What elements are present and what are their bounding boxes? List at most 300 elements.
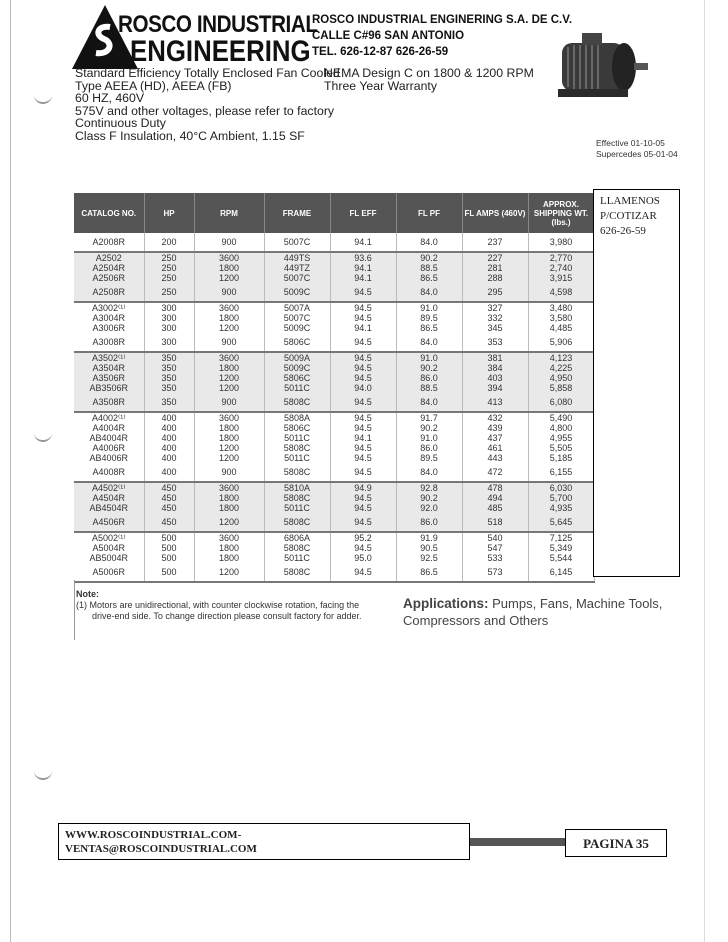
page-number: PAGINA 35 bbox=[565, 829, 667, 857]
table-cell: 400 bbox=[144, 463, 194, 482]
table-cell: 1800 bbox=[194, 423, 264, 433]
company-address: CALLE C#96 SAN ANTONIO bbox=[312, 30, 465, 42]
table-row bbox=[74, 493, 594, 503]
table-cell: 5808C bbox=[264, 493, 330, 503]
table-cell: A3504R bbox=[74, 363, 144, 373]
table-cell: 281 bbox=[462, 263, 528, 273]
table-cell: 1200 bbox=[194, 383, 264, 393]
table-cell: A3004R bbox=[74, 313, 144, 323]
table-cell: 500 bbox=[144, 543, 194, 553]
table-cell: 5007C bbox=[264, 273, 330, 283]
company-name: ROSCO INDUSTRIAL ENGINERING S.A. DE C.V. bbox=[312, 14, 573, 26]
table-header-row bbox=[74, 193, 594, 233]
table-cell: 5,349 bbox=[528, 543, 594, 553]
table-cell: 91.0 bbox=[396, 433, 462, 443]
table-cell: A2506R bbox=[74, 273, 144, 283]
table-cell: 1800 bbox=[194, 553, 264, 563]
table-row bbox=[74, 323, 594, 333]
table-cell: 90.2 bbox=[396, 423, 462, 433]
table-cell: A4006R bbox=[74, 443, 144, 453]
table-cell: 5011C bbox=[264, 503, 330, 513]
table-cell: 500 bbox=[144, 532, 194, 543]
table-cell: 94.1 bbox=[330, 273, 396, 283]
table-row bbox=[74, 313, 594, 323]
table-cell: 327 bbox=[462, 302, 528, 313]
table-cell: 5007C bbox=[264, 313, 330, 323]
table-cell: 5806C bbox=[264, 333, 330, 352]
table-cell: AB4504R bbox=[74, 503, 144, 513]
table-cell: 900 bbox=[194, 283, 264, 302]
table-cell: 5007C bbox=[264, 233, 330, 252]
table-cell: AB4004R bbox=[74, 433, 144, 443]
company-header bbox=[312, 12, 572, 60]
table-cell: 5011C bbox=[264, 453, 330, 463]
table-row bbox=[74, 352, 594, 363]
divider bbox=[74, 580, 75, 640]
table-cell: A2502 bbox=[74, 252, 144, 263]
table-cell: 300 bbox=[144, 302, 194, 313]
table-cell: 450 bbox=[144, 503, 194, 513]
table-cell: 94.5 bbox=[330, 373, 396, 383]
table-cell: 2,770 bbox=[528, 252, 594, 263]
table-cell: 6806A bbox=[264, 532, 330, 543]
table-cell: 3600 bbox=[194, 252, 264, 263]
table-cell: 1200 bbox=[194, 323, 264, 333]
table-cell: 1800 bbox=[194, 313, 264, 323]
table-cell: 94.5 bbox=[330, 352, 396, 363]
table-cell: 1800 bbox=[194, 503, 264, 513]
table-row bbox=[74, 453, 594, 463]
table-cell: 5808C bbox=[264, 443, 330, 453]
table-row bbox=[74, 503, 594, 513]
table-cell: 89.5 bbox=[396, 453, 462, 463]
table-cell: 92.8 bbox=[396, 482, 462, 493]
table-cell: 3600 bbox=[194, 352, 264, 363]
table-row bbox=[74, 433, 594, 443]
table-cell: 86.5 bbox=[396, 323, 462, 333]
table-cell: 345 bbox=[462, 323, 528, 333]
table-cell: 4,935 bbox=[528, 503, 594, 513]
table-cell: 350 bbox=[144, 373, 194, 383]
table-cell: 5,544 bbox=[528, 553, 594, 563]
table-cell: 5808C bbox=[264, 563, 330, 582]
table-cell: 1800 bbox=[194, 263, 264, 273]
table-row bbox=[74, 532, 594, 543]
table-cell: 4,955 bbox=[528, 433, 594, 443]
table-row bbox=[74, 233, 594, 252]
table-cell: 94.5 bbox=[330, 412, 396, 423]
table-cell: 300 bbox=[144, 313, 194, 323]
applications-label: Applications: bbox=[403, 596, 489, 611]
table-cell: 250 bbox=[144, 263, 194, 273]
table-cell: 4,225 bbox=[528, 363, 594, 373]
table-cell: AB3506R bbox=[74, 383, 144, 393]
table-cell: 5009C bbox=[264, 323, 330, 333]
table-row bbox=[74, 553, 594, 563]
table-cell: 3,580 bbox=[528, 313, 594, 323]
table-cell: 449TZ bbox=[264, 263, 330, 273]
table-cell: 94.1 bbox=[330, 323, 396, 333]
table-cell: 1800 bbox=[194, 543, 264, 553]
table-cell: 300 bbox=[144, 323, 194, 333]
table-cell: A5004R bbox=[74, 543, 144, 553]
table-cell: 94.5 bbox=[330, 363, 396, 373]
column-header: FL EFF bbox=[330, 193, 396, 233]
table-cell: 94.1 bbox=[330, 433, 396, 443]
table-row bbox=[74, 393, 594, 412]
table-cell: 500 bbox=[144, 563, 194, 582]
table-cell: 485 bbox=[462, 503, 528, 513]
table-cell: 88.5 bbox=[396, 263, 462, 273]
table-cell: 91.9 bbox=[396, 532, 462, 543]
table-cell: 2,740 bbox=[528, 263, 594, 273]
applications-text: Pumps, Fans, Machine Tools, Compressors and Others bbox=[403, 596, 663, 628]
table-cell: 89.5 bbox=[396, 313, 462, 323]
table-cell: 94.5 bbox=[330, 302, 396, 313]
spec-line: Three Year Warranty bbox=[324, 78, 438, 93]
page-edge-left bbox=[10, 0, 11, 942]
table-cell: 449TS bbox=[264, 252, 330, 263]
table-cell: 4,485 bbox=[528, 323, 594, 333]
table-cell: 5806C bbox=[264, 373, 330, 383]
table-cell: 3,915 bbox=[528, 273, 594, 283]
binder-hole-mark bbox=[34, 430, 52, 442]
table-cell: 90.2 bbox=[396, 493, 462, 503]
table-cell: 5810A bbox=[264, 482, 330, 493]
table-cell: 94.5 bbox=[330, 453, 396, 463]
table-cell: A5002⁽¹⁾ bbox=[74, 532, 144, 543]
note-line: (1) Motors are unidirectional, with counter clockwise rotation, facing the bbox=[76, 600, 360, 610]
table-cell: A3006R bbox=[74, 323, 144, 333]
table-cell: 94.5 bbox=[330, 543, 396, 553]
table-cell: 94.1 bbox=[330, 263, 396, 273]
call-line: LLAMENOS bbox=[600, 195, 660, 207]
table-row bbox=[74, 252, 594, 263]
table-cell: 5,490 bbox=[528, 412, 594, 423]
table-cell: 332 bbox=[462, 313, 528, 323]
table-row bbox=[74, 273, 594, 283]
column-header: APPROX. SHIPPING WT. (lbs.) bbox=[528, 193, 594, 233]
table-cell: 394 bbox=[462, 383, 528, 393]
table-cell: 461 bbox=[462, 443, 528, 453]
table-cell: 84.0 bbox=[396, 233, 462, 252]
table-cell: 250 bbox=[144, 273, 194, 283]
table-cell: 94.0 bbox=[330, 383, 396, 393]
table-row bbox=[74, 423, 594, 433]
table-cell: 288 bbox=[462, 273, 528, 283]
table-cell: A3002⁽¹⁾ bbox=[74, 302, 144, 313]
column-header: RPM bbox=[194, 193, 264, 233]
spec-line: Continuous Duty bbox=[75, 116, 166, 131]
table-row bbox=[74, 383, 594, 393]
table-cell: 381 bbox=[462, 352, 528, 363]
table-row bbox=[74, 443, 594, 453]
table-cell: 91.7 bbox=[396, 412, 462, 423]
table-cell: 94.5 bbox=[330, 563, 396, 582]
table-cell: 472 bbox=[462, 463, 528, 482]
table-cell: 90.2 bbox=[396, 363, 462, 373]
table-cell: 1200 bbox=[194, 373, 264, 383]
table-cell: 95.0 bbox=[330, 553, 396, 563]
table-cell: 5,906 bbox=[528, 333, 594, 352]
table-cell: 94.9 bbox=[330, 482, 396, 493]
binder-hole-mark bbox=[34, 92, 52, 104]
column-header: HP bbox=[144, 193, 194, 233]
table-cell: 90.2 bbox=[396, 252, 462, 263]
column-header: CATALOG NO. bbox=[74, 193, 144, 233]
table-cell: 6,155 bbox=[528, 463, 594, 482]
table-row bbox=[74, 482, 594, 493]
table-row bbox=[74, 513, 594, 532]
table-cell: 540 bbox=[462, 532, 528, 543]
website-link[interactable]: WWW.ROSCOINDUSTRIAL.COM- bbox=[65, 829, 242, 841]
logo-title-line1: ROSCO INDUSTRIAL bbox=[118, 11, 318, 38]
table-cell: 1200 bbox=[194, 273, 264, 283]
table-cell: 5808C bbox=[264, 463, 330, 482]
table-cell: A4502⁽¹⁾ bbox=[74, 482, 144, 493]
table-cell: 3,980 bbox=[528, 233, 594, 252]
table-cell: 6,080 bbox=[528, 393, 594, 412]
table-cell: 437 bbox=[462, 433, 528, 443]
table-cell: 3600 bbox=[194, 412, 264, 423]
email-link[interactable]: VENTAS@ROSCOINDUSTRIAL.COM bbox=[65, 843, 257, 855]
spec-line: NEMA Design C on 1800 & 1200 RPM bbox=[324, 66, 534, 80]
table-row bbox=[74, 363, 594, 373]
table-row bbox=[74, 263, 594, 273]
spec-line: Class F Insulation, 40°C Ambient, 1.15 SF bbox=[75, 128, 305, 143]
table-cell: 5011C bbox=[264, 433, 330, 443]
table-cell: 84.0 bbox=[396, 463, 462, 482]
table-cell: 494 bbox=[462, 493, 528, 503]
table-cell: 86.0 bbox=[396, 443, 462, 453]
table-row bbox=[74, 412, 594, 423]
table-cell: 5011C bbox=[264, 553, 330, 563]
table-cell: A5006R bbox=[74, 563, 144, 582]
table-cell: 900 bbox=[194, 463, 264, 482]
table-cell: 5,645 bbox=[528, 513, 594, 532]
table-cell: 1200 bbox=[194, 443, 264, 453]
table-cell: 439 bbox=[462, 423, 528, 433]
company-logo bbox=[70, 3, 318, 71]
table-cell: 1200 bbox=[194, 453, 264, 463]
table-cell: 4,800 bbox=[528, 423, 594, 433]
table-cell: A3508R bbox=[74, 393, 144, 412]
table-cell: 3,480 bbox=[528, 302, 594, 313]
table-cell: 94.5 bbox=[330, 333, 396, 352]
table-cell: 94.5 bbox=[330, 463, 396, 482]
table-cell: 403 bbox=[462, 373, 528, 383]
table-cell: 400 bbox=[144, 423, 194, 433]
table-cell: 900 bbox=[194, 333, 264, 352]
table-cell: A2008R bbox=[74, 233, 144, 252]
column-header: FRAME bbox=[264, 193, 330, 233]
table-cell: 91.0 bbox=[396, 352, 462, 363]
table-cell: 86.0 bbox=[396, 513, 462, 532]
effective-date bbox=[596, 138, 678, 160]
table-cell: A4002⁽¹⁾ bbox=[74, 412, 144, 423]
table-cell: 84.0 bbox=[396, 333, 462, 352]
table-cell: 3600 bbox=[194, 532, 264, 543]
table-cell: 5808C bbox=[264, 513, 330, 532]
table-cell: 300 bbox=[144, 333, 194, 352]
table-cell: A4506R bbox=[74, 513, 144, 532]
table-cell: A3506R bbox=[74, 373, 144, 383]
spec-line: 60 HZ, 460V bbox=[75, 91, 145, 106]
page-edge-right bbox=[704, 0, 705, 942]
call-line: P/COTIZAR bbox=[600, 210, 657, 222]
table-cell: 400 bbox=[144, 412, 194, 423]
table-cell: 5009A bbox=[264, 352, 330, 363]
table-cell: 250 bbox=[144, 283, 194, 302]
table-cell: 91.0 bbox=[396, 302, 462, 313]
table-cell: 94.5 bbox=[330, 283, 396, 302]
table-cell: 94.1 bbox=[330, 233, 396, 252]
table-row bbox=[74, 302, 594, 313]
table-cell: 1800 bbox=[194, 493, 264, 503]
binder-hole-mark bbox=[34, 768, 52, 780]
applications bbox=[403, 595, 663, 629]
table-cell: 93.6 bbox=[330, 252, 396, 263]
table-cell: 5806C bbox=[264, 423, 330, 433]
table-cell: 400 bbox=[144, 433, 194, 443]
table-cell: 84.0 bbox=[396, 393, 462, 412]
table-cell: 5007A bbox=[264, 302, 330, 313]
effective-line: Effective 01-10-05 bbox=[596, 138, 665, 148]
table-cell: 547 bbox=[462, 543, 528, 553]
table-cell: AB5004R bbox=[74, 553, 144, 563]
table-cell: 5808A bbox=[264, 412, 330, 423]
table-cell: 384 bbox=[462, 363, 528, 373]
table-cell: 94.5 bbox=[330, 503, 396, 513]
table-cell: 350 bbox=[144, 363, 194, 373]
table-cell: 94.5 bbox=[330, 513, 396, 532]
note-line: drive-end side. To change direction please consult factory for adder. bbox=[92, 611, 362, 621]
table-cell: 84.0 bbox=[396, 283, 462, 302]
spec-line: Standard Efficiency Totally Enclosed Fan Cooled bbox=[75, 66, 340, 80]
table-row bbox=[74, 333, 594, 352]
table-cell: 92.5 bbox=[396, 553, 462, 563]
table-cell: 443 bbox=[462, 453, 528, 463]
table-cell: 95.2 bbox=[330, 532, 396, 543]
table-cell: 4,598 bbox=[528, 283, 594, 302]
table-cell: A4008R bbox=[74, 463, 144, 482]
table-cell: 900 bbox=[194, 233, 264, 252]
table-cell: A3502⁽¹⁾ bbox=[74, 352, 144, 363]
table-cell: 450 bbox=[144, 482, 194, 493]
call-to-quote-box bbox=[593, 189, 680, 577]
table-cell: 573 bbox=[462, 563, 528, 582]
table-cell: 250 bbox=[144, 252, 194, 263]
table-cell: 432 bbox=[462, 412, 528, 423]
spec-line: 575V and other voltages, please refer to factory bbox=[75, 103, 335, 118]
column-header: FL AMPS (460V) bbox=[462, 193, 528, 233]
table-cell: 400 bbox=[144, 453, 194, 463]
table-cell: 4,123 bbox=[528, 352, 594, 363]
footer-bar bbox=[470, 838, 567, 846]
table-cell: 86.0 bbox=[396, 373, 462, 383]
table-cell: 227 bbox=[462, 252, 528, 263]
table-cell: 5808C bbox=[264, 543, 330, 553]
table-cell: 350 bbox=[144, 352, 194, 363]
table-cell: 1200 bbox=[194, 563, 264, 582]
table-cell: 478 bbox=[462, 482, 528, 493]
table-cell: 6,145 bbox=[528, 563, 594, 582]
table-cell: 5009C bbox=[264, 283, 330, 302]
table-cell: 86.5 bbox=[396, 273, 462, 283]
table-cell: 5,858 bbox=[528, 383, 594, 393]
table-cell: 94.5 bbox=[330, 313, 396, 323]
table-cell: A4004R bbox=[74, 423, 144, 433]
table-cell: A2508R bbox=[74, 283, 144, 302]
table-cell: 94.5 bbox=[330, 443, 396, 453]
company-phone: TEL. 626-12-87 626-26-59 bbox=[312, 46, 449, 58]
table-cell: 86.5 bbox=[396, 563, 462, 582]
logo-title-line2: ENGINEERING bbox=[130, 35, 311, 68]
table-cell: 350 bbox=[144, 393, 194, 412]
table-cell: A2504R bbox=[74, 263, 144, 273]
table-cell: 450 bbox=[144, 513, 194, 532]
table-cell: 450 bbox=[144, 493, 194, 503]
table-row bbox=[74, 563, 594, 582]
table-cell: 500 bbox=[144, 553, 194, 563]
table-cell: AB4006R bbox=[74, 453, 144, 463]
supercedes-line: Supercedes 05-01-04 bbox=[596, 149, 678, 159]
table-cell: 5011C bbox=[264, 383, 330, 393]
table-cell: 94.5 bbox=[330, 493, 396, 503]
call-phone: 626-26-59 bbox=[600, 225, 646, 237]
table-cell: 533 bbox=[462, 553, 528, 563]
table-cell: 5808C bbox=[264, 393, 330, 412]
spec-line: Type AEEA (HD), AEEA (FB) bbox=[75, 78, 232, 93]
table-cell: 3600 bbox=[194, 482, 264, 493]
table-cell: 92.0 bbox=[396, 503, 462, 513]
table-row bbox=[74, 543, 594, 553]
note-label: Note: bbox=[76, 589, 99, 599]
table-cell: 94.5 bbox=[330, 423, 396, 433]
table-cell: A4504R bbox=[74, 493, 144, 503]
table-cell: 350 bbox=[144, 383, 194, 393]
table-cell: 94.5 bbox=[330, 393, 396, 412]
table-cell: 7,125 bbox=[528, 532, 594, 543]
table-cell: 353 bbox=[462, 333, 528, 352]
table-cell: 200 bbox=[144, 233, 194, 252]
table-cell: 900 bbox=[194, 393, 264, 412]
table-cell: 400 bbox=[144, 443, 194, 453]
table-cell: 413 bbox=[462, 393, 528, 412]
table-cell: 5,700 bbox=[528, 493, 594, 503]
table-cell: 4,950 bbox=[528, 373, 594, 383]
motor-table bbox=[74, 193, 594, 583]
specifications-right bbox=[324, 67, 534, 92]
table-row bbox=[74, 463, 594, 482]
table-cell: A3008R bbox=[74, 333, 144, 352]
table-cell: 1200 bbox=[194, 513, 264, 532]
table-cell: 518 bbox=[462, 513, 528, 532]
table-row bbox=[74, 373, 594, 383]
table-cell: 88.5 bbox=[396, 383, 462, 393]
table-cell: 5,505 bbox=[528, 443, 594, 453]
footnote bbox=[76, 589, 362, 622]
table-cell: 1800 bbox=[194, 363, 264, 373]
table-cell: 3600 bbox=[194, 302, 264, 313]
table-cell: 5009C bbox=[264, 363, 330, 373]
specifications-left bbox=[75, 67, 340, 143]
table-cell: 295 bbox=[462, 283, 528, 302]
column-header: FL PF bbox=[396, 193, 462, 233]
table-cell: 237 bbox=[462, 233, 528, 252]
motor-image bbox=[540, 25, 650, 110]
contact-box bbox=[58, 823, 470, 860]
